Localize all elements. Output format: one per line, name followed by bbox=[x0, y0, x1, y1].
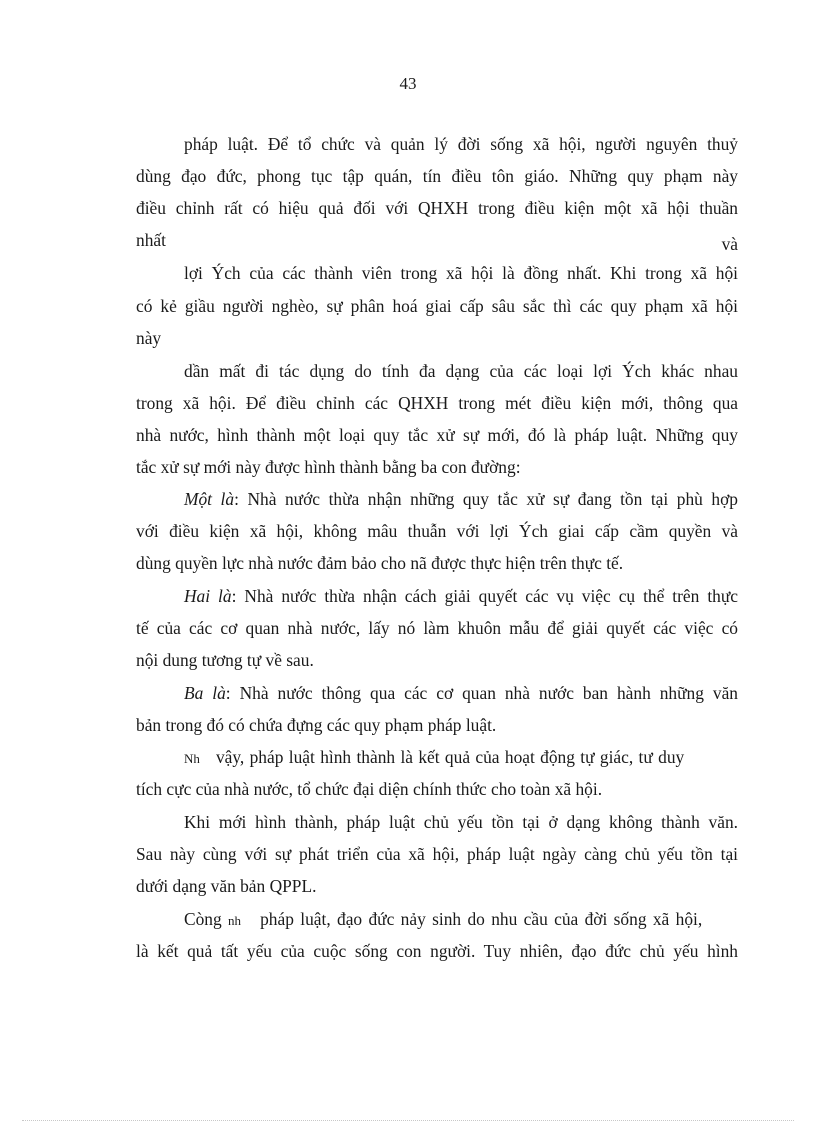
text-span: Còng bbox=[184, 909, 222, 929]
text-line: nhà nước, hình thành một loại quy tắc xử sự mới, đó là pháp luật. Những quy bbox=[136, 425, 738, 445]
text-line: có kẻ giầu người nghèo, sự phân hoá giai cấp sâu sắc thì các quy phạm xã hội bbox=[136, 296, 738, 316]
text-span: : Nhà nước thừa nhận những quy tắc xử sự đang tồn tại phù hợp bbox=[234, 489, 738, 509]
text-line: với điều kiện xã hội, không mâu thuẫn với lợi Ých giai cấp cầm quyền và bbox=[136, 521, 738, 541]
italic-label: Hai là bbox=[184, 586, 232, 606]
text-line: lợi Ých của các thành viên trong xã hội là đồng nhất. Khi trong xã hội bbox=[184, 263, 738, 283]
text-fragment: nh bbox=[228, 913, 242, 928]
text-span: pháp luật, đạo đức nảy sinh do nhu cầu của đời sống xã hội, bbox=[260, 909, 703, 929]
text-line: tắc xử sự mới này được hình thành bằng ba con đường: bbox=[136, 457, 521, 477]
text-line: dùng đạo đức, phong tục tập quán, tín điều tôn giáo. Những quy phạm này bbox=[136, 166, 738, 186]
text-span: : Nhà nước thừa nhận cách giải quyết các vụ việc cụ thể trên thực bbox=[231, 586, 738, 606]
text-line: dần mất đi tác dụng do tính đa dạng của các loại lợi Ých khác nhau bbox=[184, 361, 738, 381]
text-line bbox=[184, 682, 738, 704]
text-line: bản trong đó có chứa đựng các quy phạm pháp luật. bbox=[136, 715, 497, 735]
text-line: pháp luật. Để tổ chức và quản lý đời sống xã hội, người nguyên thuỷ bbox=[184, 134, 738, 154]
text-line: tích cực của nhà nước, tổ chức đại diện chính thức cho toàn xã hội. bbox=[136, 779, 603, 799]
text-line: Sau này cùng với sự phát triển của xã hội, pháp luật ngày càng chủ yếu tồn tại bbox=[136, 844, 738, 864]
text-line: tế của các cơ quan nhà nước, lấy nó làm khuôn mẫu để giải quyết các việc có bbox=[136, 618, 738, 638]
page-bottom-divider bbox=[22, 1120, 794, 1121]
text-line bbox=[184, 585, 738, 607]
text-line-end-word: và bbox=[721, 234, 738, 254]
text-line: Khi mới hình thành, pháp luật chủ yếu tồn tại ở dạng không thành văn. bbox=[184, 812, 738, 832]
text-line: này bbox=[136, 328, 162, 348]
text-line: trong xã hội. Để điều chỉnh các QHXH trong mét điều kiện mới, thông qua bbox=[136, 393, 738, 413]
italic-label: Ba là bbox=[184, 683, 226, 703]
text-fragment: Nh bbox=[184, 751, 200, 766]
text-line: điều chỉnh rất có hiệu quả đối với QHXH trong điều kiện một xã hội thuần bbox=[136, 198, 738, 218]
text-line: dùng quyền lực nhà nước đảm bảo cho nã được thực hiện trên thực tế. bbox=[136, 553, 624, 573]
text-span: : Nhà nước thông qua các cơ quan nhà nước ban hành những văn bbox=[225, 683, 738, 703]
text-line bbox=[184, 488, 738, 510]
text-span: vậy, pháp luật hình thành là kết quả của hoạt động tự giác, tư duy bbox=[215, 747, 685, 767]
italic-label: Một là bbox=[184, 489, 235, 509]
text-line: nhất bbox=[136, 230, 166, 250]
text-line bbox=[184, 746, 738, 770]
page-number: 43 bbox=[399, 74, 417, 93]
text-line bbox=[184, 908, 738, 932]
text-line: là kết quả tất yếu của cuộc sống con người. Tuy nhiên, đạo đức chủ yếu hình bbox=[136, 941, 738, 961]
text-line: nội dung tương tự về sau. bbox=[136, 650, 314, 670]
text-line: dưới dạng văn bản QPPL. bbox=[136, 876, 317, 896]
